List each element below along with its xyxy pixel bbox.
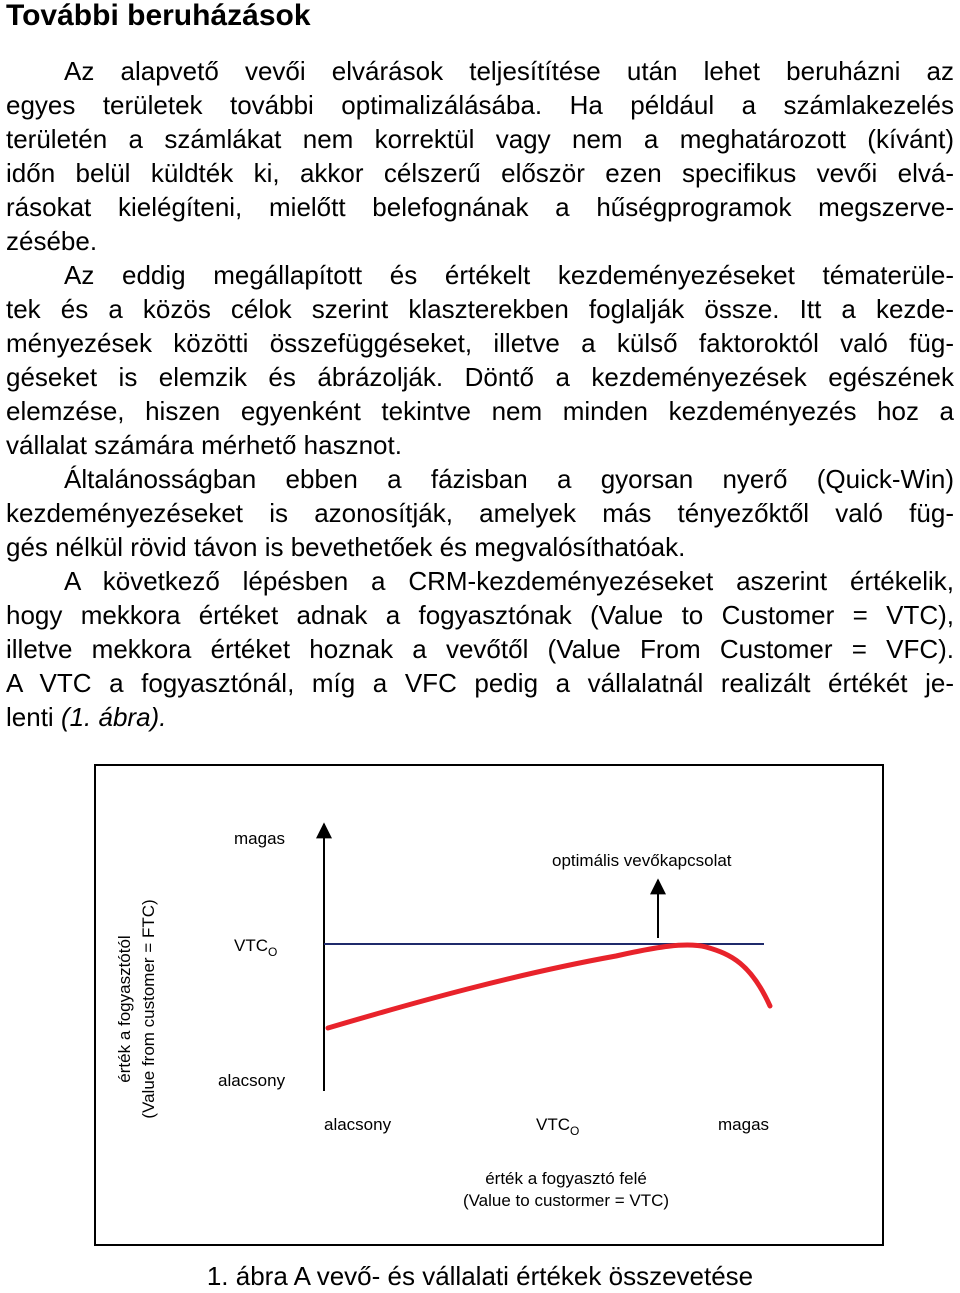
figure-frame [94, 764, 884, 1246]
x-label-mid [536, 1115, 579, 1138]
y-label-mid-sub: O [268, 945, 278, 959]
x-label-mid-sub: O [570, 1124, 580, 1138]
section-title: További beruházások [6, 0, 311, 32]
paragraph-line: időn belül küldték ki, akkor célszerű először ezen specifikus vevői elvá- [6, 158, 954, 188]
paragraph-line: zésébe. [6, 226, 98, 256]
paragraph-line: területén a számlákat nem korrektül vagy nem a meghatározott (kívánt) [6, 124, 954, 154]
value-diagram [96, 766, 882, 1244]
x-axis-title-line1: érték a fogyasztó felé [485, 1169, 647, 1188]
x-axis-title-line2: (Value to custormer = VTC) [462, 1191, 670, 1210]
value-curve [328, 945, 770, 1028]
paragraph-line: egyes területek további optimalizálásába. Ha például a számlakezelés [6, 90, 954, 120]
figure-reference: (1. ábra). [60, 702, 167, 732]
paragraph-line: ményezések közötti összefüggéseket, illetve a külső faktoroktól való füg- [6, 328, 954, 358]
paragraph-line: géseket is elemzik és ábrázolják. Döntő a kezdeményezések egészének [6, 362, 954, 392]
paragraph-line: vállalat számára mérhető hasznot. [6, 430, 402, 460]
paragraph-line: Az alapvető vevői elvárások teljesítítése után lehet beruházni az [64, 56, 954, 86]
paragraph-line-last [6, 700, 954, 734]
y-axis-title-line2: (Value from customer = FTC) [139, 899, 158, 1119]
y-label-mid [234, 936, 277, 959]
y-label-high: magas [234, 829, 286, 848]
paragraph-line: Az eddig megállapított és értékelt kezdeményezéseket tématerüle- [64, 260, 954, 290]
x-label-low: alacsony [324, 1115, 392, 1134]
paragraph-line: Általánosságban ebben a fázisban a gyorsan nyerő (Quick-Win) [64, 464, 954, 494]
paragraph-line: lenti [6, 702, 54, 732]
y-label-mid-text: VTC [234, 936, 268, 955]
optimum-annotation: optimális vevőkapcsolat [552, 851, 732, 870]
paragraph-line: A VTC a fogyasztónál, míg a VFC pedig a vállalatnál realizált értékét je- [6, 668, 954, 698]
x-label-mid-text: VTC [536, 1115, 570, 1134]
paragraph-line: tek és a közös célok szerint klaszterekben foglalják össze. Itt a kezde- [6, 294, 954, 324]
paragraph-line: illetve mekkora értéket hoznak a vevőtől (Value From Customer = VFC). [6, 634, 954, 664]
figure-caption: 1. ábra A vevő- és vállalati értékek összevetése [206, 1261, 754, 1291]
paragraph-line: hogy mekkora értéket adnak a fogyasztónak (Value to Customer = VTC), [6, 600, 954, 630]
paragraph-line: kezdeményezéseket is azonosítják, amelyek más tényezőktől való füg- [6, 498, 954, 528]
x-label-high: magas [718, 1115, 770, 1134]
paragraph-line: rásokat kielégíteni, mielőtt belefognának a hűségprogramok megszerve- [6, 192, 954, 222]
paragraph-line: elemzése, hiszen egyenként tekintve nem minden kezdeményezés hoz a [6, 396, 954, 426]
paragraph-line: gés nélkül rövid távon is bevethetőek és megvalósíthatóak. [6, 532, 686, 562]
y-label-low: alacsony [218, 1071, 286, 1090]
paragraph-line: A következő lépésben a CRM-kezdeményezéseket aszerint értékelik, [64, 566, 954, 596]
y-axis-title-line1: érték a fogyasztótól [115, 935, 134, 1083]
